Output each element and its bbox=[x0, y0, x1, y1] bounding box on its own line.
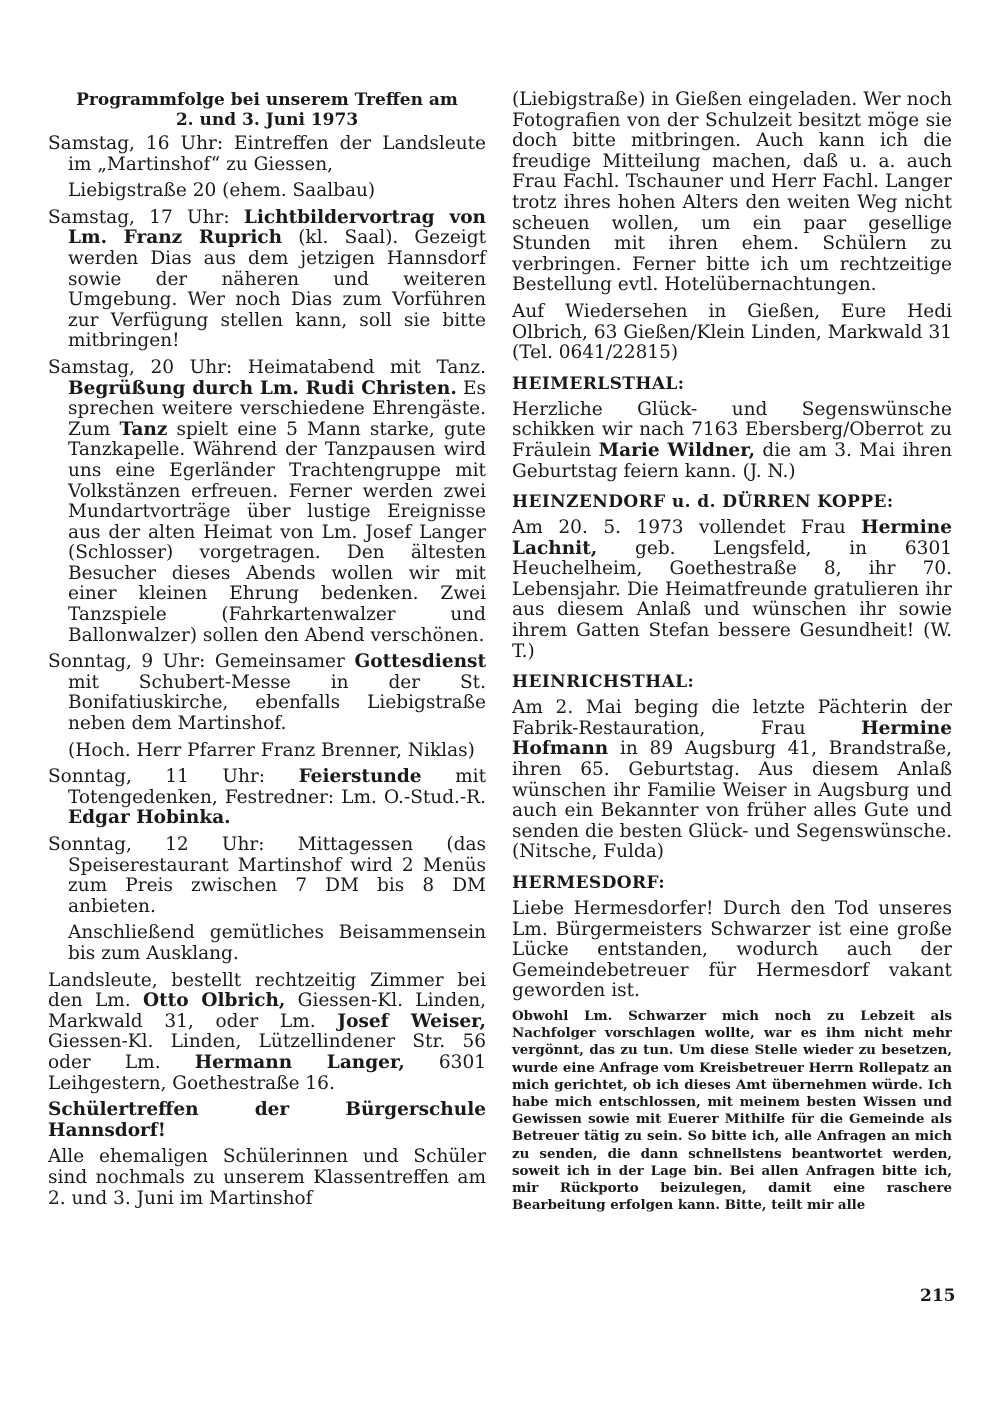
text-sat17-b: Lichtbildervortrag von Lm. Franz Ruprich bbox=[68, 206, 486, 249]
text-lodging-d: Josef Weiser, bbox=[337, 1010, 486, 1032]
text-sun11-a: Sonntag, 11 Uhr: bbox=[48, 766, 299, 788]
text-heim-a: Herzliche Glück- und Segenswünsche schikken wir nach 7163 Ebersberg/Oberrot zu Fräulein bbox=[512, 398, 952, 461]
school-reunion-paragraph: Alle ehemaligen Schülerinnen und Schüler sind nochmals zu unserem Klassentreffen am 2. und 3. Juni im Martinshof bbox=[48, 1146, 486, 1209]
section-heading-heinzendorf: HEINZENDORF u. d. DÜRREN KOPPE: bbox=[512, 492, 894, 513]
text-heim-c: die am 3. Mai ihren Geburtstag feiern kann. (J. N.) bbox=[512, 439, 952, 482]
text-sun9-a: Sonntag, 9 Uhr: Gemeinsamer bbox=[48, 651, 355, 673]
program-item-saturday-16-address: Liebigstraße 20 (ehem. Saalbau) bbox=[68, 180, 376, 202]
page-number: 215 bbox=[920, 1286, 956, 1306]
text-heinz-a: Am 20. 5. 1973 vollendet Frau bbox=[512, 517, 862, 539]
text-sat20-a: Samstag, 20 Uhr: Heimatabend mit Tanz. bbox=[48, 356, 486, 378]
program-item-sunday-12: Sonntag, 12 Uhr: Mittagessen (das Speiserestaurant Martinshof wird 2 Menüs zum Preis zwischen 7 DM bis 8 DM anbieten. bbox=[48, 834, 486, 917]
text-sun11-b: Feierstunde bbox=[298, 766, 422, 788]
text-heim-b: Marie Wildner, bbox=[598, 439, 756, 461]
text-sat17-c: (kl. Saal). Gezeigt werden Dias aus dem jetzigen Hannsdorf sowie der näheren und weiteren Umgebung. Wer noch Dias zum Vorführen zur Verfügung stellen kann, soll sie bitte mitbringen! bbox=[68, 227, 487, 352]
text-sat20-b: Begrüßung durch Lm. Rudi Christen. bbox=[68, 377, 457, 399]
text-sat20-c: Es sprechen weitere verschiedene Ehrengäste. Zum bbox=[68, 377, 486, 440]
text-lodging-a: Landsleute, bestellt rechtzeitig Zimmer bei den Lm. bbox=[48, 969, 486, 1012]
section-heading-heinrichsthal: HEINRICHSTHAL: bbox=[512, 672, 695, 693]
text-lodging-b: Otto Olbrich, bbox=[142, 990, 286, 1012]
school-reunion-heading-text: Schülertreffen der Bürgerschule Hannsdorf! bbox=[48, 1099, 486, 1141]
heimerlsthal-paragraph bbox=[512, 400, 952, 482]
text-lodging-g: 6301 Leihgestern, Goethestraße 16. bbox=[48, 1051, 486, 1094]
text-sun9-c: mit Schubert-Messe in der St. Bonifatiuskirche, ebenfalls Liebigstraße neben dem Martinshof. bbox=[68, 671, 486, 735]
lodging-paragraph bbox=[48, 971, 486, 1095]
text-sat20-e: spielt eine 5 Mann starke, gute Tanzkapelle. Während der Tanzpausen wird uns eine Egerländer Trachtengruppe mit Volkstänzen erfreuen. Ferner werden zwei Mundartvorträge über lustige Ereignisse aus der alten Heimat von Lm. Josef Langer (Schlosser) vorgetragen. Den ältesten Besucher dieses Abends wollen wir mit einer kleinen Ehrung bedenken. Zwei Tanzspiele (Fahrkartenwalzer und Ballonwalzer) sollen den Abend verschönen. bbox=[68, 418, 486, 646]
school-reunion-heading bbox=[48, 1100, 486, 1141]
text-heinr-a: Am 2. Mai beging die letzte Pächterin der Fabrik-Restauration, Frau bbox=[512, 697, 952, 739]
program-title-line2: 2. und 3. Juni 1973 bbox=[175, 110, 359, 130]
program-item-saturday-17 bbox=[48, 208, 486, 352]
text-lodging-c: Giessen-Kl. Linden, Markwald 31, oder Lm. bbox=[48, 990, 487, 1032]
program-item-sunday-11 bbox=[48, 767, 486, 829]
hermesdorf-small-paragraph: Obwohl Lm. Schwarzer mich noch zu Lebzeit als Nachfolger vorschlagen wollte, war es ihm nicht mehr vergönnt, das zu tun. Um diese Stelle wieder zu besetzen, wurde eine Anfrage vom Kreisbetreuer Herrn Rollepatz an mich gerichtet, ob ich dieses Amt übernehmen würde. Ich habe mich entschlossen, mit meinem besten Wissen und Gewissen sowie mit Euerer Mithilfe für die Gemeinde als Betreuer tätig zu sein. So bitte ich, alle Anfragen an mich zu senden, die dann schnellstens beantwortet werden, soweit ich in der Lage bin. Bei allen Anfragen bitte ich, mir Rückporto beizulegen, damit eine raschere Bearbeitung erfolgen kann. Bitte, teilt mir alle bbox=[512, 1007, 952, 1214]
program-item-sunday-9 bbox=[48, 652, 486, 734]
text-lodging-e: Giessen-Kl. Linden, Lützellindener Str. 56 oder Lm. bbox=[48, 1031, 486, 1073]
reunion-signoff-paragraph: Auf Wiedersehen in Gießen, Eure Hedi Olbrich, 63 Gießen/Klein Linden, Markwald 31 (Tel. 0641/22815) bbox=[512, 300, 952, 364]
hermesdorf-paragraph: Liebe Hermesdorfer! Durch den Tod unseres Lm. Bürgermeisters Schwarzer ist eine große Lücke entstanden, wodurch auch der Gemeindebetreuer für Hermesdorf vakant geworden ist. bbox=[512, 898, 952, 1002]
program-item-sunday-12-note: Anschließend gemütliches Beisammensein bis zum Ausklang. bbox=[68, 922, 486, 964]
heinzendorf-paragraph bbox=[512, 518, 952, 662]
program-title bbox=[48, 90, 486, 130]
left-column bbox=[48, 90, 486, 1215]
text-sat17-a: Samstag, 17 Uhr: bbox=[48, 206, 244, 228]
text-heinr-c: in 89 Augsburg 41, Brandstraße, ihren 65. Geburtstag. Aus diesem Anlaß wünschen ihr Familie Weiser in Augsburg und auch ein Bekannter von früher alles Gute und senden die besten Glück- und Segenswünsche. (Nitsche, Fulda) bbox=[512, 738, 952, 863]
program-item-saturday-16 bbox=[48, 134, 486, 175]
text-sun11-d: Edgar Hobinka. bbox=[68, 807, 231, 829]
text-lodging-f: Hermann Langer, bbox=[194, 1051, 405, 1073]
text-sat16: Samstag, 16 Uhr: Eintreffen der Landsleute im „Martinshof“ zu Giessen, bbox=[48, 133, 486, 175]
reunion-continued-paragraph: (Liebigstraße) in Gießen eingeladen. Wer noch Fotografien von der Schulzeit besitzt möge sie doch bitte mitbringen. Auch kann ich die freudige Mitteilung machen, daß u. a. auch Frau Fachl. Tschauner und Herr Fachl. Langer trotz ihres hohen Alters den weiten Weg nicht scheuen wollen, um ein paar gesellige Stunden mit ihren ehem. Schülern zu verbringen. Ferner bitte ich um rechtzeitige Bestellung evtl. Hotelübernachtungen. bbox=[512, 89, 952, 296]
text-heinr-b: Hermine Hofmann bbox=[512, 717, 952, 760]
right-column bbox=[512, 90, 952, 1214]
heinrichsthal-paragraph bbox=[512, 698, 952, 863]
text-heinz-b: Hermine Lachnit, bbox=[512, 517, 952, 559]
text-heinz-c: geb. Lengsfeld, in 6301 Heuchelheim, Goethestraße 8, ihr 70. Lebensjahr. Die Heimatfreunde gratulieren ihr aus diesem Anlaß und wünschen ihr sowie ihrem Gatten Stefan bessere Gesundheit! (W. T.) bbox=[512, 537, 952, 662]
program-title-line1: Programmfolge bei unserem Treffen am bbox=[76, 90, 458, 110]
program-item-saturday-20 bbox=[48, 358, 486, 646]
program-item-sunday-9-note: (Hoch. Herr Pfarrer Franz Brenner, Niklas) bbox=[68, 739, 475, 761]
section-heading-heimerlsthal: HEIMERLSTHAL: bbox=[512, 373, 685, 394]
text-sun9-b: Gottesdienst bbox=[354, 651, 486, 673]
section-heading-hermesdorf: HERMESDORF: bbox=[512, 873, 666, 893]
text-sun11-c: mit Totengedenken, Festredner: Lm. O.-Stud.-R. bbox=[68, 766, 487, 808]
text-sat20-d: Tanz bbox=[119, 418, 168, 440]
